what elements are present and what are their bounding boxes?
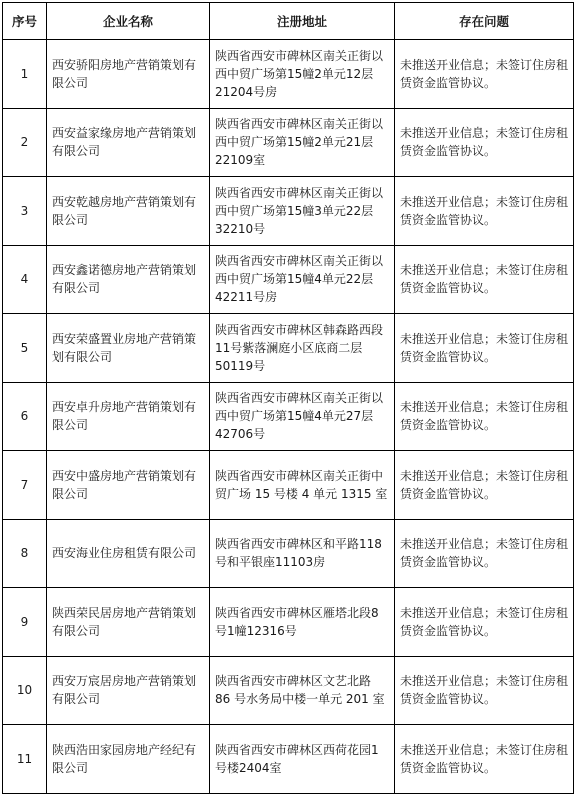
row-issue: 未推送开业信息；未签订住房租赁资金监管协议。	[395, 108, 574, 177]
row-address: 陕西省西安市碑林区南关正街以西中贸广场第15幢2单元12层21204号房	[210, 40, 395, 109]
row-name: 西安骄阳房地产营销策划有限公司	[47, 40, 210, 109]
row-address: 陕西省西安市碑林区和平路118号和平银座11103房	[210, 519, 395, 588]
row-no: 9	[3, 588, 47, 657]
table-row	[3, 725, 574, 794]
row-issue: 未推送开业信息；未签订住房租赁资金监管协议。	[395, 40, 574, 109]
row-address: 陕西省西安市碑林区南关正街以西中贸广场第15幢2单元21层22109室	[210, 108, 395, 177]
row-issue: 未推送开业信息；未签订住房租赁资金监管协议。	[395, 451, 574, 520]
row-no: 4	[3, 245, 47, 314]
table-row	[3, 382, 574, 451]
row-name: 西安万宸居房地产营销策划有限公司	[47, 656, 210, 725]
row-issue: 未推送开业信息；未签订住房租赁资金监管协议。	[395, 177, 574, 246]
table-row	[3, 519, 574, 588]
row-no: 10	[3, 656, 47, 725]
row-name: 西安卓升房地产营销策划有限公司	[47, 382, 210, 451]
row-no: 1	[3, 40, 47, 109]
table-row	[3, 588, 574, 657]
header-address: 注册地址	[210, 3, 395, 40]
row-issue: 未推送开业信息；未签订住房租赁资金监管协议。	[395, 725, 574, 794]
table-row	[3, 451, 574, 520]
table-header-row	[3, 3, 574, 40]
row-no: 11	[3, 725, 47, 794]
row-address: 陕西省西安市碑林区西荷花园1号楼2404室	[210, 725, 395, 794]
header-no: 序号	[3, 3, 47, 40]
row-no: 2	[3, 108, 47, 177]
header-name: 企业名称	[47, 3, 210, 40]
row-name: 陕西荣民居房地产营销策划有限公司	[47, 588, 210, 657]
row-issue: 未推送开业信息；未签订住房租赁资金监管协议。	[395, 656, 574, 725]
row-address: 陕西省西安市碑林区南关正街以西中贸广场第15幢4单元22层42211号房	[210, 245, 395, 314]
table-row	[3, 40, 574, 109]
row-no: 6	[3, 382, 47, 451]
row-address: 陕西省西安市碑林区雁塔北段8号1幢12316号	[210, 588, 395, 657]
header-issue: 存在问题	[395, 3, 574, 40]
row-issue: 未推送开业信息；未签订住房租赁资金监管协议。	[395, 519, 574, 588]
table-row	[3, 177, 574, 246]
row-name: 西安荣盛置业房地产营销策划有限公司	[47, 314, 210, 383]
row-address: 陕西省西安市碑林区南关正街以西中贸广场第15幢3单元22层32210号	[210, 177, 395, 246]
row-name: 西安益家缘房地产营销策划有限公司	[47, 108, 210, 177]
row-no: 7	[3, 451, 47, 520]
row-name: 西安海业住房租赁有限公司	[47, 519, 210, 588]
row-issue: 未推送开业信息；未签订住房租赁资金监管协议。	[395, 245, 574, 314]
table-row	[3, 108, 574, 177]
row-name: 西安鑫诺德房地产营销策划有限公司	[47, 245, 210, 314]
table-row	[3, 245, 574, 314]
row-issue: 未推送开业信息；未签订住房租赁资金监管协议。	[395, 588, 574, 657]
row-issue: 未推送开业信息；未签订住房租赁资金监管协议。	[395, 314, 574, 383]
row-address: 陕西省西安市碑林区南关正街中贸广场 15 号楼 4 单元 1315 室	[210, 451, 395, 520]
row-no: 3	[3, 177, 47, 246]
row-name: 西安乾越房地产营销策划有限公司	[47, 177, 210, 246]
row-issue: 未推送开业信息；未签订住房租赁资金监管协议。	[395, 382, 574, 451]
row-no: 5	[3, 314, 47, 383]
row-address: 陕西省西安市碑林区文艺北路 86 号水务局中楼一单元 201 室	[210, 656, 395, 725]
row-name: 陕西浩田家园房地产经纪有限公司	[47, 725, 210, 794]
row-no: 8	[3, 519, 47, 588]
row-address: 陕西省西安市碑林区南关正街以西中贸广场第15幢4单元27层42706号	[210, 382, 395, 451]
row-address: 陕西省西安市碑林区韩森路西段11号紫落澜庭小区底商二层50119号	[210, 314, 395, 383]
enterprise-table	[2, 2, 574, 794]
row-name: 西安中盛房地产营销策划有限公司	[47, 451, 210, 520]
table-row	[3, 314, 574, 383]
table-row	[3, 656, 574, 725]
